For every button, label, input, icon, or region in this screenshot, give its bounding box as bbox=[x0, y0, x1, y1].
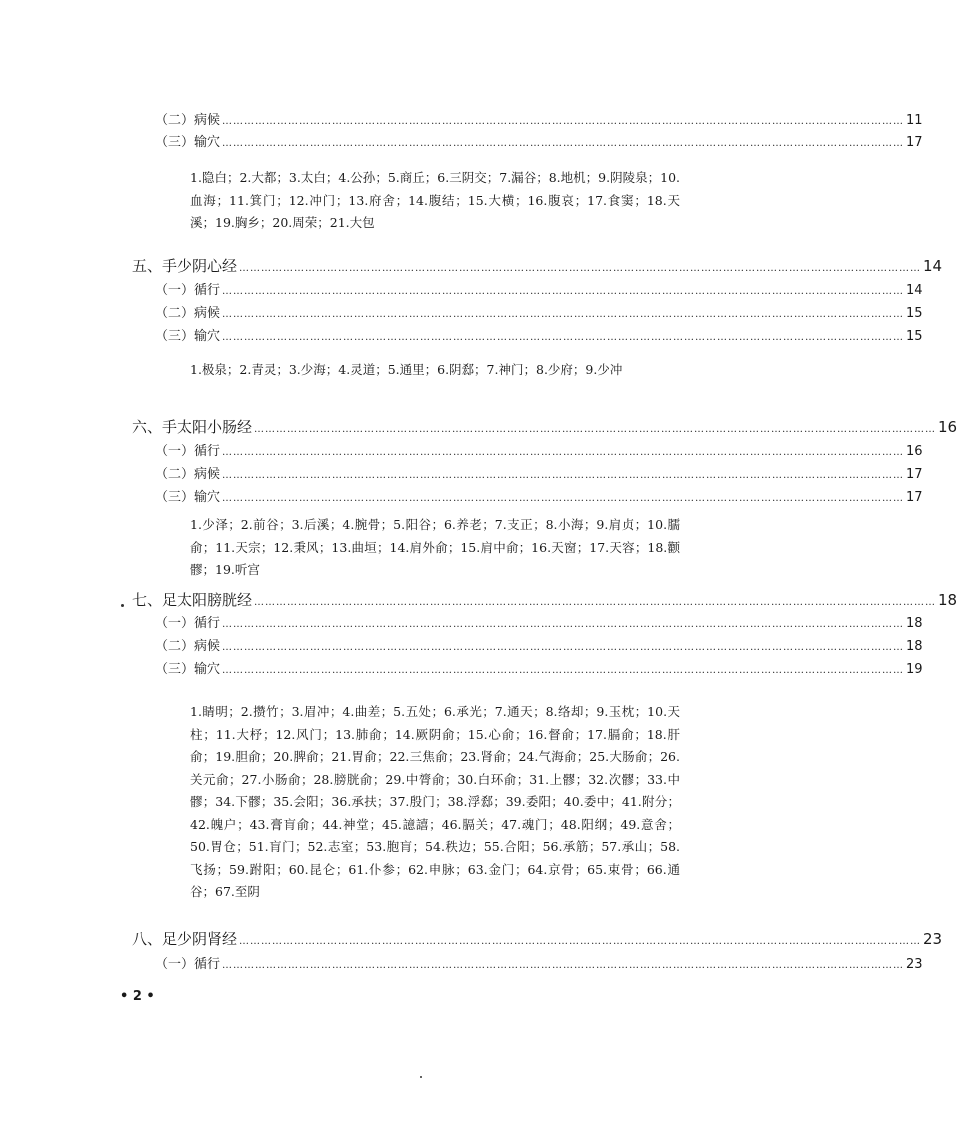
toc-page: 11 bbox=[906, 113, 923, 128]
toc-entry-shu-xue bbox=[155, 658, 923, 677]
toc-page: 18 bbox=[906, 639, 923, 654]
toc-label: （二）病候 bbox=[155, 306, 221, 321]
toc-label: （三）输穴 bbox=[155, 662, 221, 677]
toc-entry-shu-xue bbox=[155, 325, 923, 344]
toc-entry-bing-hou bbox=[155, 302, 923, 321]
acupoint-list: 1.少泽；2.前谷；3.后溪；4.腕骨；5.阳谷；6.养老；7.支正；8.小海；9.肩贞；10.臑俞；11.天宗；12.秉风；13.曲垣；14.肩外俞；15.肩中俞；16.天窗；17.天容；18.颧髎；19.听宫 bbox=[190, 517, 680, 577]
toc-label: （一）循行 bbox=[155, 616, 221, 631]
toc-page: 17 bbox=[906, 490, 923, 505]
toc-entry-xun-xing bbox=[155, 279, 923, 298]
toc-page: 18 bbox=[906, 616, 923, 631]
toc-label: （二）病候 bbox=[155, 113, 221, 128]
toc-leader-dots: …………………………………………………………………………………………………………………………………………………………………… bbox=[222, 470, 905, 481]
toc-chapter-title: 六、手太阳小肠经 bbox=[132, 418, 253, 436]
toc-entry-xun-xing bbox=[155, 612, 923, 631]
page-number: • 2 • bbox=[120, 989, 155, 1004]
toc-page: 23 bbox=[906, 957, 923, 972]
toc-label: （一）循行 bbox=[155, 957, 221, 972]
toc-chapter-title: 八、足少阴肾经 bbox=[132, 930, 238, 948]
toc-chapter-title: 七、足太阳膀胱经 bbox=[132, 591, 253, 609]
toc-label: （三）输穴 bbox=[155, 329, 221, 344]
toc-entry-bing-hou bbox=[155, 463, 923, 482]
toc-label: （二）病候 bbox=[155, 639, 221, 654]
toc-label: （三）输穴 bbox=[155, 490, 221, 505]
toc-leader-dots: …………………………………………………………………………………………………………………………………………………………………… bbox=[239, 263, 922, 274]
toc-entry-bing-hou bbox=[155, 109, 923, 128]
toc-page: 19 bbox=[906, 662, 923, 677]
toc-leader-dots: …………………………………………………………………………………………………………………………………………………………………… bbox=[222, 332, 905, 343]
toc-page: 15 bbox=[906, 306, 923, 321]
toc-label: （一）循行 bbox=[155, 444, 221, 459]
toc-leader-dots: …………………………………………………………………………………………………………………………………………………………………… bbox=[239, 936, 922, 947]
toc-chapter-8 bbox=[132, 928, 943, 948]
toc-label: （一）循行 bbox=[155, 283, 221, 298]
toc-leader-dots: …………………………………………………………………………………………………………………………………………………………………… bbox=[222, 447, 905, 458]
toc-page: 23 bbox=[923, 930, 943, 948]
toc-page: 16 bbox=[906, 444, 923, 459]
toc-label: （二）病候 bbox=[155, 467, 221, 482]
toc-leader-dots: …………………………………………………………………………………………………………………………………………………………………… bbox=[222, 960, 905, 971]
toc-page: 17 bbox=[906, 135, 923, 150]
toc-leader-dots: …………………………………………………………………………………………………………………………………………………………………… bbox=[222, 309, 905, 320]
toc-page: 15 bbox=[906, 329, 923, 344]
toc-entry-xun-xing bbox=[155, 440, 923, 459]
toc-chapter-6 bbox=[132, 416, 957, 436]
toc-leader-dots: …………………………………………………………………………………………………………………………………………………………………… bbox=[222, 286, 905, 297]
toc-leader-dots: …………………………………………………………………………………………………………………………………………………………………… bbox=[222, 116, 905, 127]
toc-page: 14 bbox=[906, 283, 923, 298]
scan-speck bbox=[121, 604, 124, 607]
toc-entry-bing-hou bbox=[155, 635, 923, 654]
toc-leader-dots: …………………………………………………………………………………………………………………………………………………………………… bbox=[222, 665, 905, 676]
toc-leader-dots: …………………………………………………………………………………………………………………………………………………………………… bbox=[222, 642, 905, 653]
acupoint-list: 1.睛明；2.攒竹；3.眉冲；4.曲差；5.五处；6.承光；7.通天；8.络却；9.玉枕；10.天柱；11.大杼；12.风门；13.肺俞；14.厥阴俞；15.心俞；16.督俞；17.膈俞；18.肝俞；19.胆俞；20.脾俞；21.胃俞；22.三焦俞；23.肾俞；24.气海俞；25.大肠俞；26.关元俞；27.小肠俞；28.膀胱俞；29.中膂俞；30.白环俞；31.上髎；32.次髎；33.中髎；34.下髎；35.会阳；36.承扶；37.殷门；38.浮郄；39.委阳；40.委中；41.附分；42.魄户；43.膏肓俞；44.神堂；45.譩譆；46.膈关；47.魂门；48.阳纲；49.意舍；50.胃仓；51.肓门；52.志室；53.胞肓；54.秩边；55.合阳；56.承筋；57.承山；58.飞扬；59.跗阳；60.昆仑；61.仆参；62.申脉；63.金门；64.京骨；65.束骨；66.通谷；67.至阴 bbox=[190, 704, 680, 899]
toc-page: 14 bbox=[923, 257, 943, 275]
toc-entry-shu-xue bbox=[155, 131, 923, 150]
acupoint-list: 1.隐白；2.大都；3.太白；4.公孙；5.商丘；6.三阴交；7.漏谷；8.地机；9.阴陵泉；10.血海；11.箕门；12.冲门；13.府舍；14.腹结；15.大横；16.腹哀；17.食窦；18.天溪；19.胸乡；20.周荣；21.大包 bbox=[190, 170, 680, 230]
toc-page: 17 bbox=[906, 467, 923, 482]
toc-leader-dots: …………………………………………………………………………………………………………………………………………………………………… bbox=[222, 493, 905, 504]
toc-chapter-5 bbox=[132, 255, 943, 275]
toc-label: （三）输穴 bbox=[155, 135, 221, 150]
toc-leader-dots: …………………………………………………………………………………………………………………………………………………………………… bbox=[254, 424, 937, 435]
toc-page: 16 bbox=[938, 418, 957, 436]
toc-leader-dots: …………………………………………………………………………………………………………………………………………………………………… bbox=[222, 138, 905, 149]
toc-chapter-7 bbox=[132, 589, 957, 609]
toc-entry-xun-xing bbox=[155, 953, 923, 972]
toc-leader-dots: …………………………………………………………………………………………………………………………………………………………………… bbox=[222, 619, 905, 630]
toc-chapter-title: 五、手少阴心经 bbox=[132, 257, 238, 275]
scan-speck bbox=[420, 1076, 422, 1078]
toc-page: 18 bbox=[938, 591, 957, 609]
acupoint-list: 1.极泉；2.青灵；3.少海；4.灵道；5.通里；6.阴郄；7.神门；8.少府；9.少冲 bbox=[190, 362, 623, 377]
toc-entry-shu-xue bbox=[155, 486, 923, 505]
toc-leader-dots: …………………………………………………………………………………………………………………………………………………………………… bbox=[254, 597, 937, 608]
